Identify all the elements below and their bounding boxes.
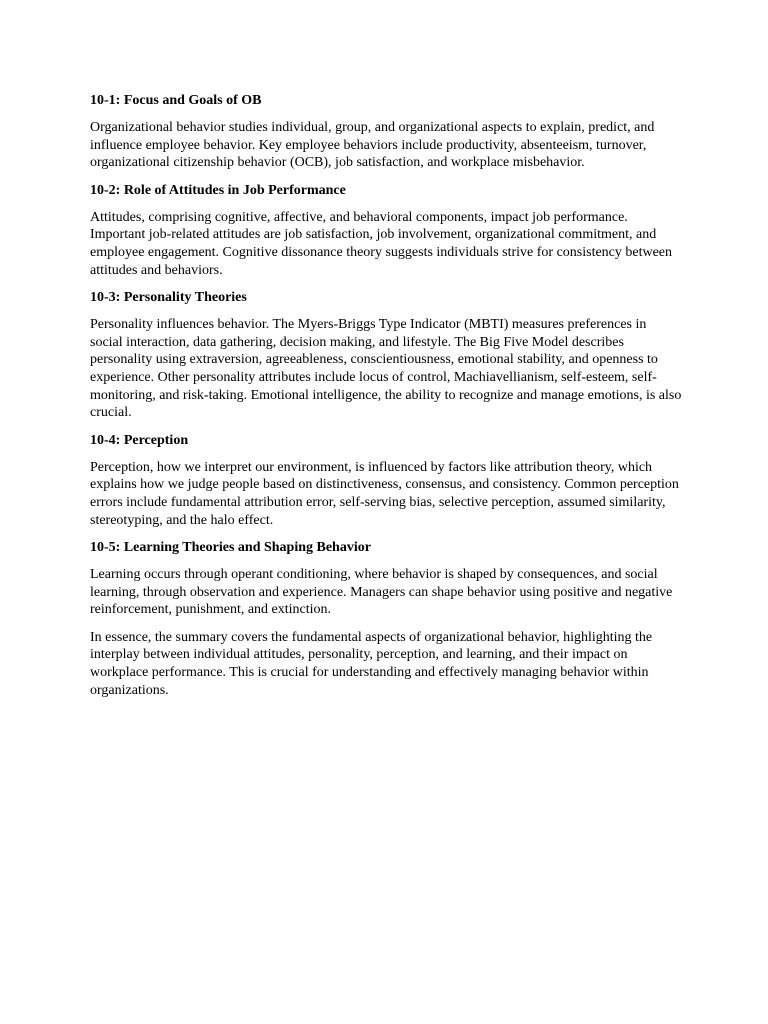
section-heading-10-1: 10-1: Focus and Goals of OB <box>90 93 262 108</box>
section-heading-10-2: 10-2: Role of Attitudes in Job Performance <box>90 182 346 198</box>
section-body-10-5: Learning occurs through operant conditioning, where behavior is shaped by consequences, and social learning, through observation and experience. Managers can shape behavior using positive and negative reinforcement, punishment, and extinction. <box>90 566 673 618</box>
section-heading-10-3: 10-3: Personality Theories <box>90 289 247 305</box>
section-body-10-4: Perception, how we interpret our environment, is influenced by factors like attribution theory, which explains how we judge people based on distinctiveness, consensus, and consistency. Common perception errors include fundamental attribution error, self-serving bias, selective perception, assumed similarity, stereotyping, and the halo effect. <box>90 459 679 528</box>
section-heading-10-4: 10-4: Perception <box>90 432 189 448</box>
summary-paragraph: In essence, the summary covers the fundamental aspects of organizational behavior, highlighting the interplay between individual attitudes, personality, perception, and learning, and their impact on workplace performance. This is crucial for understanding and effectively managing behavior within organizations. <box>90 629 653 698</box>
section-body-10-2: Attitudes, comprising cognitive, affective, and behavioral components, impact job performance. Important job-related attitudes are job satisfaction, job involvement, organizational commitment, and employee engagement. Cognitive dissonance theory suggests individuals strive for consistency between attitudes and behaviors. <box>90 209 673 278</box>
section-body-10-3: Personality influences behavior. The Myers-Briggs Type Indicator (MBTI) measures preferences in social interaction, data gathering, decision making, and lifestyle. The Big Five Model describes personality using extraversion, agreeableness, conscientiousness, emotional stability, and openness to experience. Other personality attributes include locus of control, Machiavellianism, self-esteem, self-monitoring, and risk-taking. Emotional intelligence, the ability to recognize and manage emotions, is also crucial. <box>90 316 682 421</box>
document-page <box>90 92 682 709</box>
section-body-10-1: Organizational behavior studies individual, group, and organizational aspects to explain, predict, and influence employee behavior. Key employee behaviors include productivity, absenteeism, turnover, organizational citizenship behavior (OCB), job satisfaction, and workplace misbehavior. <box>90 120 655 171</box>
section-heading-10-5: 10-5: Learning Theories and Shaping Behavior <box>90 539 371 555</box>
